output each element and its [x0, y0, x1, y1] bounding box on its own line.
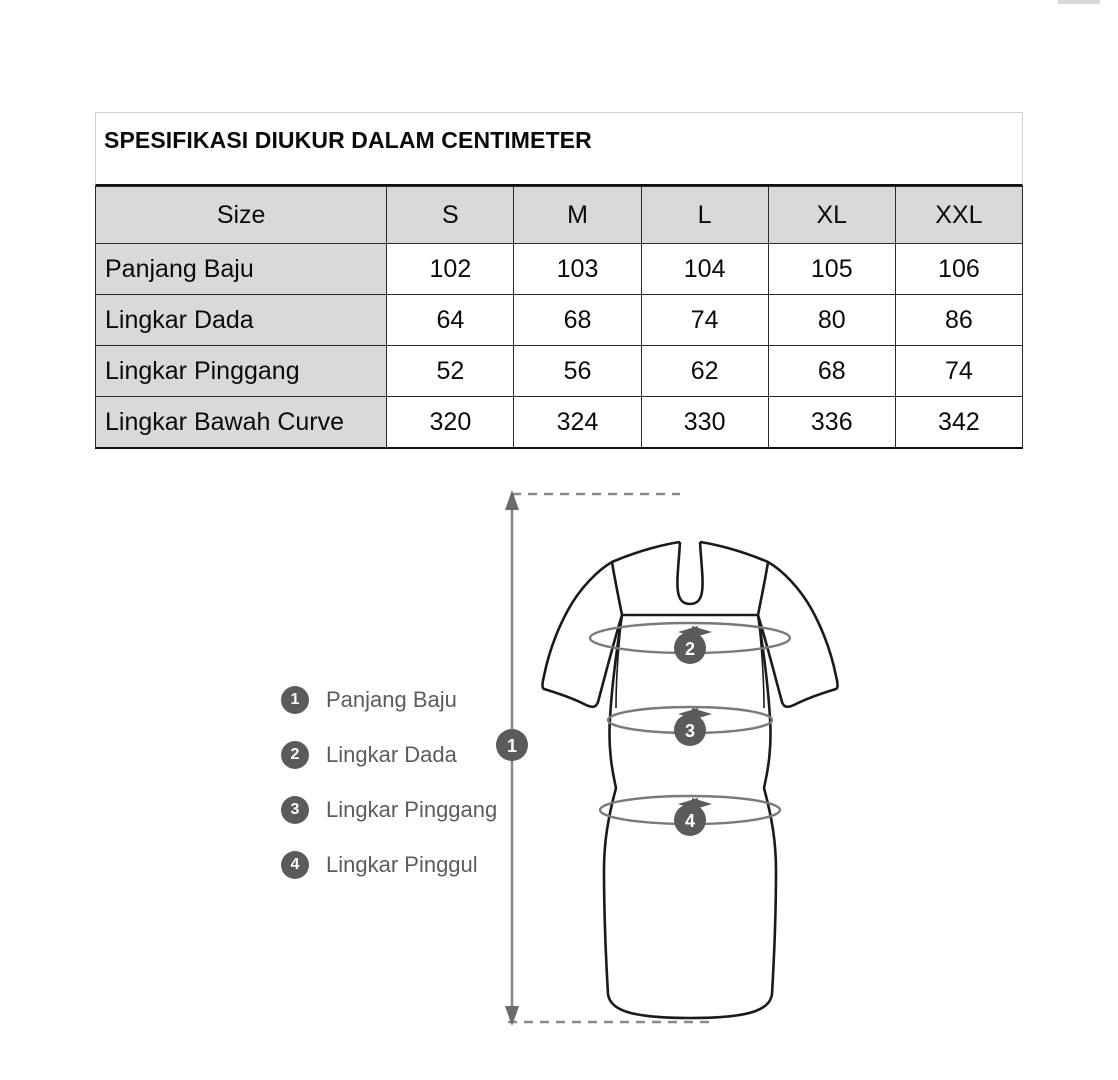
legend-label: Lingkar Dada — [326, 741, 457, 767]
bust-marker-number: 2 — [684, 639, 696, 659]
legend-number-2-icon: 2 — [281, 741, 309, 769]
length-marker-number: 1 — [506, 736, 518, 756]
page-title: SPESIFIKASI DIUKUR DALAM CENTIMETER — [104, 127, 592, 153]
cell-value: 56 — [514, 346, 641, 397]
row-label: Lingkar Pinggang — [96, 346, 387, 397]
cell-value: 102 — [387, 244, 514, 295]
cell-value: 86 — [895, 295, 1022, 346]
specification-table-block — [95, 112, 1023, 449]
cell-value: 103 — [514, 244, 641, 295]
measurement-legend — [281, 672, 497, 892]
row-label: Lingkar Bawah Curve — [96, 397, 387, 449]
cell-value: 52 — [387, 346, 514, 397]
top-edge-artifact — [1058, 0, 1100, 4]
cell-value: 330 — [641, 397, 768, 449]
table-header-row — [96, 187, 1023, 244]
legend-label: Lingkar Pinggang — [326, 796, 498, 822]
cell-value: 324 — [514, 397, 641, 449]
waist-marker-number: 3 — [684, 721, 696, 741]
legend-number-4-icon: 4 — [281, 851, 309, 879]
cell-value: 74 — [895, 346, 1022, 397]
row-label: Lingkar Dada — [96, 295, 387, 346]
column-header-s: S — [387, 187, 514, 244]
cell-value: 320 — [387, 397, 514, 449]
cell-value: 342 — [895, 397, 1022, 449]
legend-item-lingkar-pinggul — [281, 837, 497, 892]
table-row — [96, 244, 1023, 295]
table-row — [96, 295, 1023, 346]
size-specification-table — [95, 186, 1023, 449]
legend-item-lingkar-dada — [281, 727, 497, 782]
cell-value: 64 — [387, 295, 514, 346]
table-row — [96, 397, 1023, 449]
dress-measurement-diagram — [480, 470, 900, 1050]
legend-number-1-icon: 1 — [281, 686, 309, 714]
left-sleeve-outline — [543, 562, 623, 707]
legend-item-panjang-baju — [281, 672, 497, 727]
cell-value: 62 — [641, 346, 768, 397]
neckline-outline — [677, 542, 702, 604]
legend-label: Lingkar Pinggul — [326, 851, 478, 877]
legend-item-lingkar-pinggang — [281, 782, 497, 837]
cell-value: 68 — [514, 295, 641, 346]
cell-value: 80 — [768, 295, 895, 346]
column-header-size: Size — [96, 187, 387, 244]
cell-value: 106 — [895, 244, 1022, 295]
table-row — [96, 346, 1023, 397]
left-shoulder-line — [612, 542, 680, 562]
specification-title-row — [95, 112, 1023, 186]
cell-value: 336 — [768, 397, 895, 449]
right-shoulder-line — [700, 542, 768, 562]
hip-marker-number: 4 — [684, 811, 696, 831]
cell-value: 105 — [768, 244, 895, 295]
column-header-xxl: XXL — [895, 187, 1022, 244]
cell-value: 104 — [641, 244, 768, 295]
row-label: Panjang Baju — [96, 244, 387, 295]
cell-value: 74 — [641, 295, 768, 346]
column-header-m: M — [514, 187, 641, 244]
column-header-xl: XL — [768, 187, 895, 244]
legend-label: Panjang Baju — [326, 686, 457, 712]
legend-number-3-icon: 3 — [281, 796, 309, 824]
cell-value: 68 — [768, 346, 895, 397]
column-header-l: L — [641, 187, 768, 244]
right-sleeve-outline — [758, 562, 838, 707]
